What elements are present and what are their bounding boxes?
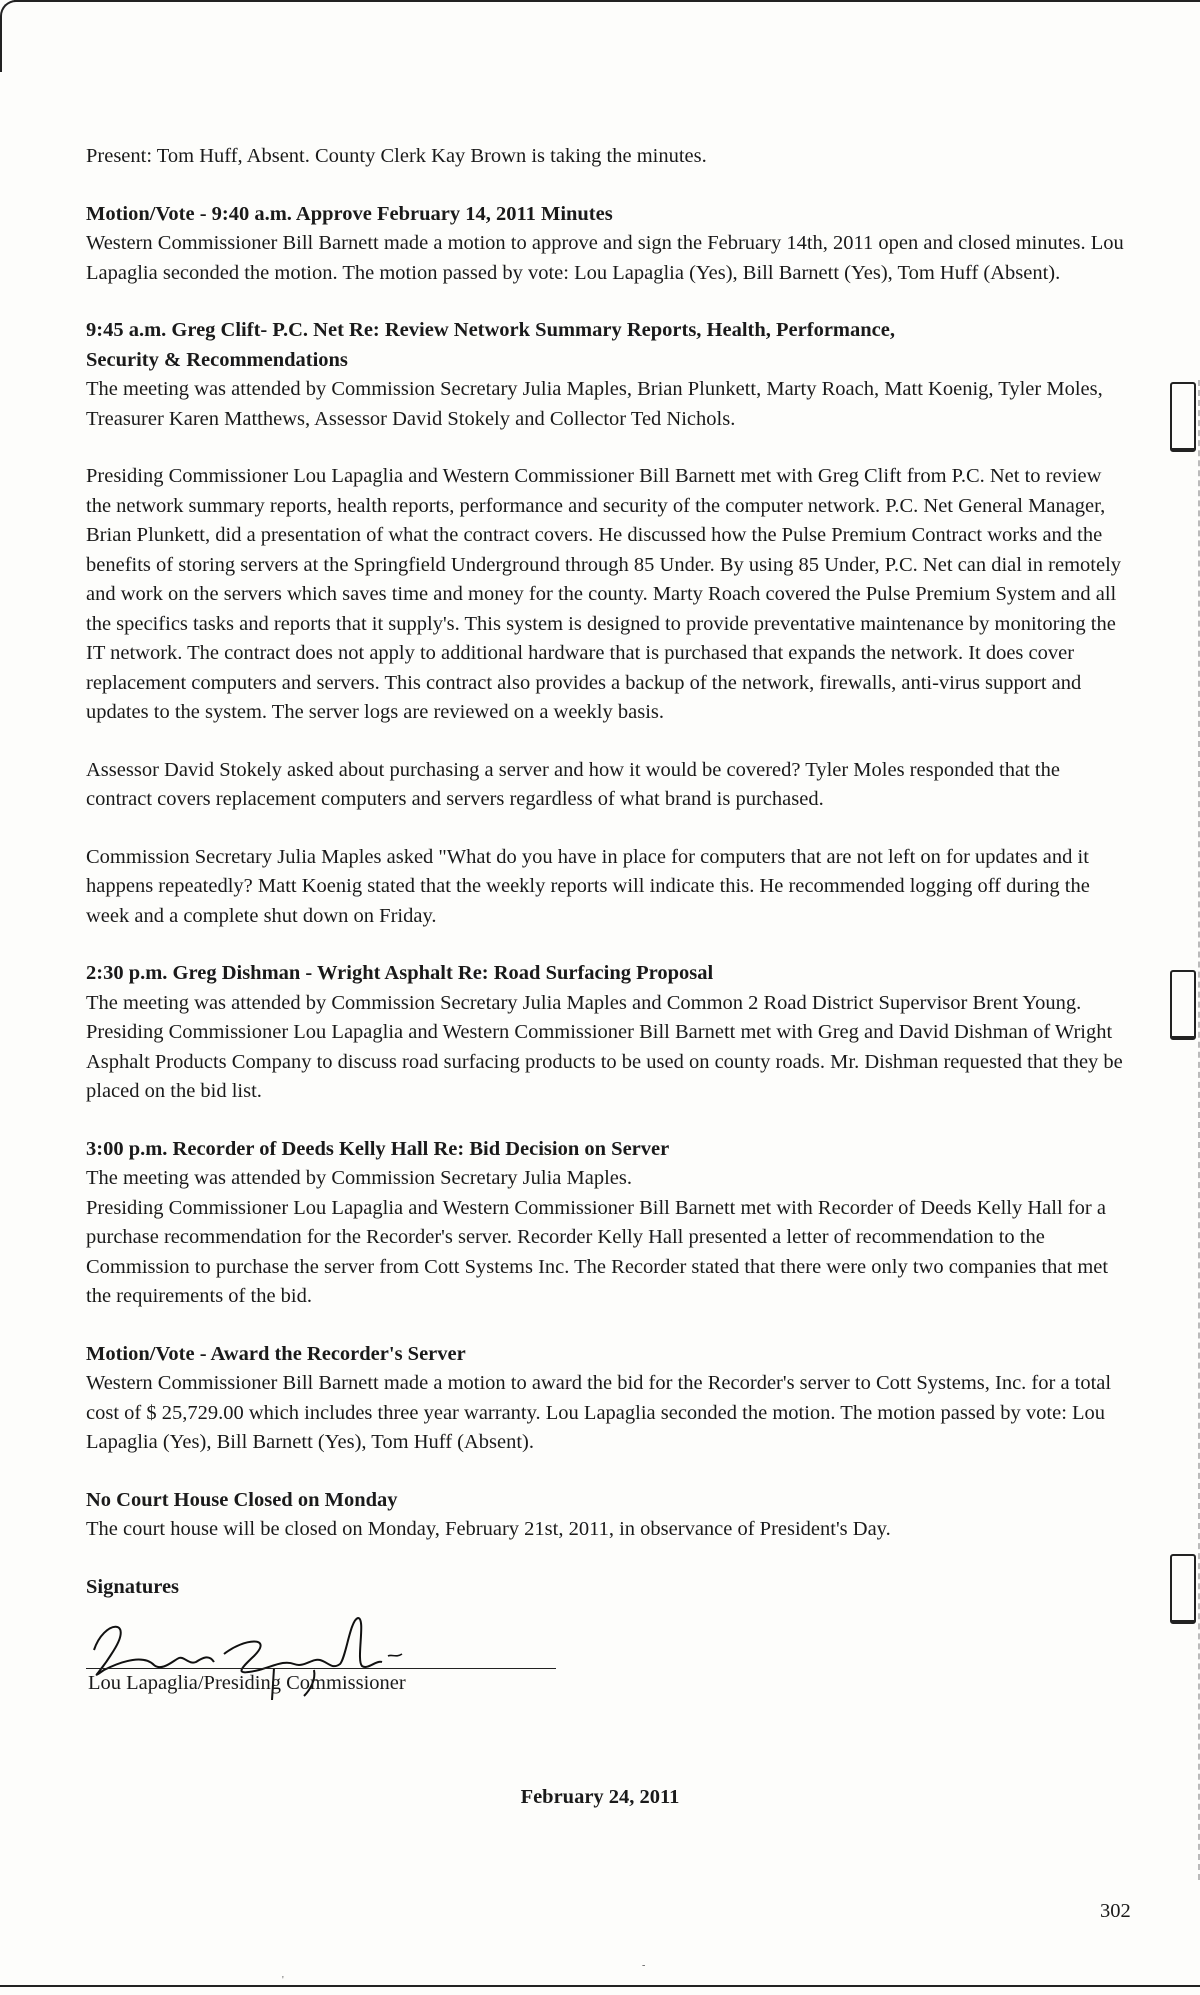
section-body: Commission Secretary Julia Maples asked "What do you have in place for computers that are not left on for updates and it happens repeatedly? Matt Koenig stated that the weekly reports will indicate this. He recommended logging off during the week and a complete shut down on Friday. [86, 845, 1090, 927]
section-body: The meeting was attended by Commission Secretary Julia Maples. [86, 1167, 632, 1189]
section-heading: 3:00 p.m. Recorder of Deeds Kelly Hall Re: Bid Decision on Server [86, 1137, 670, 1160]
signature-caption: Lou Lapaglia/Presiding Commissioner [88, 1672, 406, 1694]
section-body: The meeting was attended by Commission Secretary Julia Maples and Common 2 Road District Supervisor Brent Young. [86, 991, 1082, 1014]
scan-edge-top [14, 0, 1200, 2]
present-line: Present: Tom Huff, Absent. County Clerk Kay Brown is taking the minutes. [86, 145, 707, 167]
scan-speck: - [642, 1960, 646, 1971]
section-heading: 9:45 a.m. Greg Clift- P.C. Net Re: Review Network Summary Reports, Health, Performance, Security & Recommendations [86, 319, 895, 371]
section-heading: No Court House Closed on Monday [86, 1488, 398, 1511]
section-body: Western Commissioner Bill Barnett made a motion to award the bid for the Recorder's server to Cott Systems, Inc. for a total cost of $ 25,729.00 which includes three year warranty. Lou Lapaglia seconded the motion. The motion passed by vote: Lou Lapaglia (Yes), Bill Barnett (Yes), Tom Huff (Absent). [86, 1372, 1112, 1453]
signatures-heading: Signatures [86, 1575, 180, 1598]
section-body: Presiding Commissioner Lou Lapaglia and Western Commissioner Bill Barnett met with Greg Clift from P.C. Net to review the network summary reports, health reports, performance and security of the computer network. P.C. Net General Manager, Brian Plunkett, did a presentation of what the contract covers. He discussed how the Pulse Premium Contract works and the benefits of storing servers at the Springfield Underground through 85 Under. By using 85 Under, P.C. Net can dial in remotely and work on the servers which saves time and money for the county. Marty Roach covered the Pulse Premium System and all the specifics tasks and reports that it supply's. This system is designed to provide preventative maintenance by monitoring the IT network. The contract does not apply to additional hardware that is purchased that expands the network. It does cover replacement computers and servers. This contract also provides a backup of the network, firewalls, anti-virus support and updates to the system. The server logs are reviewed on a weekly basis. [86, 465, 1122, 723]
scan-edge-corner [0, 0, 16, 72]
minutes-page [86, 142, 1126, 1716]
section-body: Presiding Commissioner Lou Lapaglia and Western Commissioner Bill Barnett met with Recorder of Deeds Kelly Hall for a purchase recommendation for the Recorder's server. Recorder Kelly Hall presented a letter of recommendation to the Commission to purchase the server from Cott Systems Inc. The Recorder stated that there were only two companies that met the requirements of the bid. [86, 1196, 1109, 1307]
section-heading: 2:30 p.m. Greg Dishman - Wright Asphalt Re: Road Surfacing Proposal [86, 962, 714, 984]
scan-speck: ' [282, 1975, 284, 1986]
section-heading: Motion/Vote - Award the Recorder's Server [86, 1342, 466, 1365]
section-body: Western Commissioner Bill Barnett made a motion to approve and sign the February 14th, 2011 open and closed minutes. Lou Lapaglia seconded the motion. The motion passed by vote: Lou Lapaglia (Yes), Bill Barnett (Yes), Tom Huff (Absent). [86, 232, 1124, 284]
section-body: Presiding Commissioner Lou Lapaglia and Western Commissioner Bill Barnett met with Greg and David Dishman of Wright Asphalt Products Company to discuss road surfacing products to be used on county roads. Mr. Dishman requested that they be placed on the bid list. [86, 1021, 1123, 1102]
signature-line [86, 1668, 556, 1669]
binder-tab-mark [1170, 382, 1196, 452]
scan-edge-right [1195, 380, 1200, 1880]
scan-edge-bottom [0, 1985, 1200, 1987]
page-number: 302 [1100, 1900, 1131, 1922]
section-body: Assessor David Stokely asked about purchasing a server and how it would be covered? Tyler Moles responded that the contract covers replacement computers and servers regardless of what brand is purchased. [86, 758, 1060, 810]
signature-block [86, 1616, 1126, 1716]
section-body: The meeting was attended by Commission Secretary Julia Maples, Brian Plunkett, Marty Roach, Matt Koenig, Tyler Moles, Treasurer Karen Matthews, Assessor David Stokely and Collector Ted Nichols. [86, 378, 1103, 430]
binder-tab-mark [1170, 1554, 1196, 1624]
document-date: February 24, 2011 [520, 1786, 680, 1808]
binder-tab-mark [1170, 970, 1196, 1040]
section-body: The court house will be closed on Monday, February 21st, 2011, in observance of President's Day. [86, 1518, 891, 1540]
section-heading: Motion/Vote - 9:40 a.m. Approve February 14, 2011 Minutes [86, 202, 613, 225]
